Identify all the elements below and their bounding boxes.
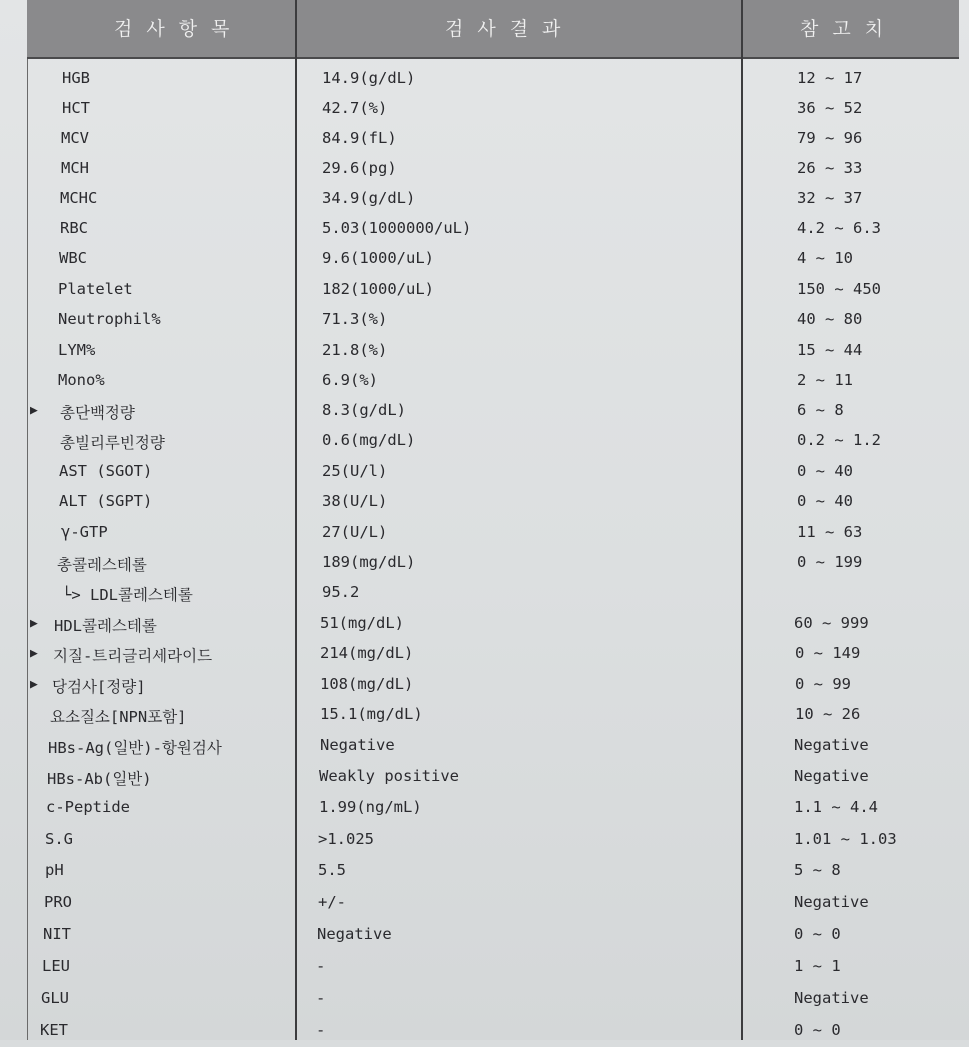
table-row (0, 953, 969, 983)
test-result: Weakly positive (319, 767, 459, 785)
test-result: - (316, 957, 326, 975)
test-item: 총단백정량 (60, 404, 135, 422)
table-row (0, 427, 969, 457)
reference-range: 6 ~ 8 (797, 401, 844, 419)
header-item: 검사항목 (114, 18, 244, 40)
test-result: 29.6(pg) (322, 159, 397, 177)
reference-range: 12 ~ 17 (797, 69, 863, 87)
table-row (0, 185, 969, 215)
test-result: 15.1(mg/dL) (320, 705, 423, 723)
test-result: Negative (320, 736, 395, 754)
reference-range: 60 ~ 999 (794, 614, 869, 632)
test-result: 25(U/l) (322, 462, 388, 480)
test-item: KET (40, 1021, 68, 1039)
test-result: 14.9(g/dL) (322, 69, 416, 87)
test-result: 5.03(1000000/uL) (322, 219, 472, 237)
test-item: HBs-Ag(일반)-항원검사 (48, 739, 222, 757)
table-row (0, 245, 969, 275)
table-row (0, 857, 969, 887)
test-item: AST (SGOT) (59, 462, 153, 480)
test-result: 214(mg/dL) (320, 644, 414, 662)
test-item: c-Peptide (46, 798, 130, 816)
test-item: ALT (SGPT) (59, 492, 153, 510)
table-row (0, 1017, 969, 1047)
reference-range: 40 ~ 80 (797, 310, 863, 328)
test-item: 총빌리루빈정량 (60, 434, 165, 452)
reference-range: 0.2 ~ 1.2 (797, 431, 881, 449)
test-item: MCHC (60, 189, 98, 207)
table-row (0, 306, 969, 336)
reference-range: 0 ~ 149 (795, 644, 861, 662)
reference-range: 2 ~ 11 (797, 371, 853, 389)
test-item: HDL콜레스테롤 (54, 617, 157, 635)
table-row (0, 671, 969, 701)
test-item: RBC (60, 219, 88, 237)
reference-range: Negative (794, 767, 869, 785)
test-result: 51(mg/dL) (320, 614, 404, 632)
reference-range: Negative (794, 736, 869, 754)
test-result: 38(U/L) (322, 492, 388, 510)
table-row (0, 488, 969, 518)
test-item: LEU (42, 957, 70, 975)
reference-range: 0 ~ 40 (797, 492, 853, 510)
reference-range: 4 ~ 10 (797, 249, 853, 267)
test-result: - (316, 989, 326, 1007)
table-row (0, 125, 969, 155)
reference-range: 0 ~ 0 (794, 925, 841, 943)
table-row (0, 921, 969, 951)
reference-range: 36 ~ 52 (797, 99, 863, 117)
reference-range: 1 ~ 1 (794, 957, 841, 975)
test-item: 총콜레스테롤 (57, 556, 147, 574)
reference-range: 11 ~ 63 (797, 523, 863, 541)
test-item: MCV (61, 129, 89, 147)
reference-range: 26 ~ 33 (797, 159, 863, 177)
test-result: +/- (318, 893, 346, 911)
test-item: pH (45, 861, 64, 879)
table-row (0, 95, 969, 125)
reference-range: 5 ~ 8 (794, 861, 841, 879)
reference-range: 1.1 ~ 4.4 (794, 798, 878, 816)
header-reference: 참고치 (800, 18, 898, 40)
reference-range: 150 ~ 450 (797, 280, 881, 298)
test-item: 당검사[정량] (52, 678, 146, 696)
table-row (0, 215, 969, 245)
reference-range: 0 ~ 99 (795, 675, 851, 693)
reference-range: 0 ~ 0 (794, 1021, 841, 1039)
test-item: WBC (59, 249, 87, 267)
table-row (0, 763, 969, 793)
table-header (27, 0, 959, 59)
test-result: 95.2 (322, 583, 360, 601)
table-row (0, 155, 969, 185)
test-result: 21.8(%) (322, 341, 388, 359)
table-row (0, 549, 969, 579)
test-item: Mono% (58, 371, 105, 389)
test-result: 5.5 (318, 861, 346, 879)
test-item: PRO (44, 893, 72, 911)
test-item: HCT (62, 99, 90, 117)
test-result: 84.9(fL) (322, 129, 397, 147)
table-row (0, 826, 969, 856)
test-result: 42.7(%) (322, 99, 388, 117)
test-result: - (316, 1021, 326, 1039)
reference-range: 0 ~ 40 (797, 462, 853, 480)
table-row (0, 985, 969, 1015)
table-row (0, 732, 969, 762)
test-result: 182(1000/uL) (322, 280, 434, 298)
test-item: 요소질소[NPN포함] (50, 708, 187, 726)
test-result: 1.99(ng/mL) (319, 798, 422, 816)
test-item: S.G (45, 830, 73, 848)
test-result: 34.9(g/dL) (322, 189, 416, 207)
test-result: 108(mg/dL) (320, 675, 414, 693)
test-result: 8.3(g/dL) (322, 401, 406, 419)
test-result: 0.6(mg/dL) (322, 431, 416, 449)
reference-range: 32 ~ 37 (797, 189, 863, 207)
table-row (0, 579, 969, 609)
test-item: 지질-트리글리세라이드 (53, 647, 213, 665)
test-result: 6.9(%) (322, 371, 378, 389)
test-result: >1.025 (318, 830, 374, 848)
reference-range: 15 ~ 44 (797, 341, 863, 359)
abnormal-marker-icon: ▶ (30, 646, 38, 661)
test-item: └> LDL콜레스테롤 (62, 586, 193, 604)
table-row (0, 701, 969, 731)
abnormal-marker-icon: ▶ (30, 616, 38, 631)
table-row (0, 276, 969, 306)
header-result: 검사결과 (445, 18, 575, 40)
abnormal-marker-icon: ▶ (30, 403, 38, 418)
reference-range: 4.2 ~ 6.3 (797, 219, 881, 237)
reference-range: 0 ~ 199 (797, 553, 863, 571)
test-result: Negative (317, 925, 392, 943)
test-result: 27(U/L) (322, 523, 388, 541)
test-item: MCH (61, 159, 89, 177)
table-row (0, 458, 969, 488)
table-row (0, 397, 969, 427)
reference-range: Negative (794, 989, 869, 1007)
test-result: 71.3(%) (322, 310, 388, 328)
reference-range: 79 ~ 96 (797, 129, 863, 147)
test-item: γ-GTP (61, 523, 108, 541)
reference-range: Negative (794, 893, 869, 911)
test-item: NIT (43, 925, 71, 943)
table-row (0, 610, 969, 640)
test-result: 9.6(1000/uL) (322, 249, 434, 267)
table-row (0, 65, 969, 95)
table-row (0, 337, 969, 367)
test-item: GLU (41, 989, 69, 1007)
test-item: HGB (62, 69, 90, 87)
test-item: Platelet (58, 280, 133, 298)
test-item: HBs-Ab(일반) (47, 770, 152, 788)
reference-range: 10 ~ 26 (795, 705, 861, 723)
table-row (0, 794, 969, 824)
reference-range: 1.01 ~ 1.03 (794, 830, 897, 848)
table-row (0, 640, 969, 670)
table-row (0, 889, 969, 919)
test-item: Neutrophil% (58, 310, 161, 328)
test-result: 189(mg/dL) (322, 553, 416, 571)
table-row (0, 367, 969, 397)
test-item: LYM% (58, 341, 96, 359)
abnormal-marker-icon: ▶ (30, 677, 38, 692)
table-row (0, 519, 969, 549)
